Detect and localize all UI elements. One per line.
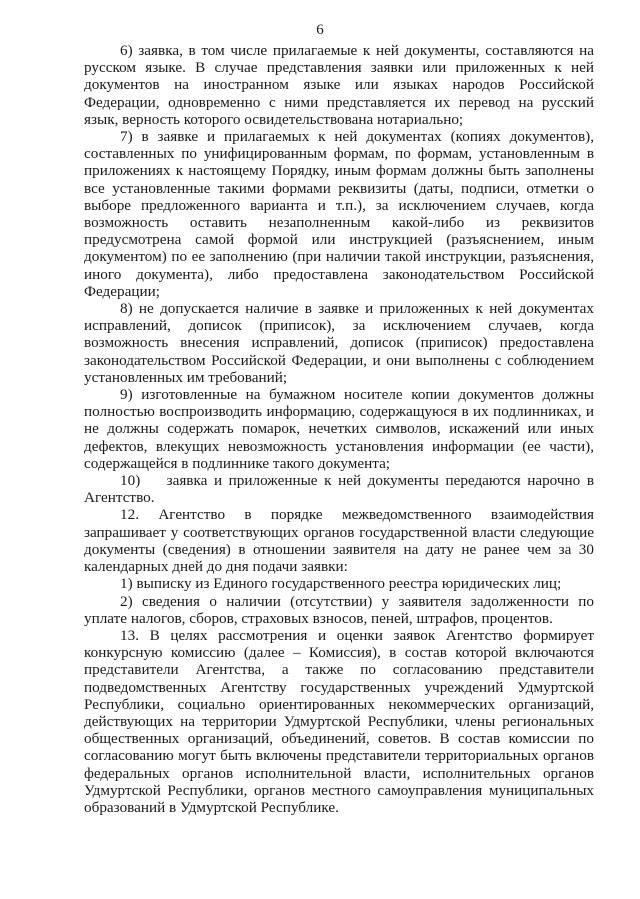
page-number: 6 [316,22,324,38]
paragraph-item-10: 10) заявка и приложенные к ней документы передаются нарочно в Агентство. [84,472,594,507]
document-body [84,42,594,816]
paragraph-item-7: 7) в заявке и прилагаемых к ней документах (копиях документов), составленных по унифицированным формам, по формам, установленным в приложениях к настоящему Порядку, иным формам должны быть заполнены все установленные такими формами реквизиты (даты, подписи, отметки о выборе предложенного варианта и т.п.), за исключением случаев, когда возможность оставить незаполненным какой-либо из реквизитов предусмотрена самой формой или инструкцией (разъяснением, иным документом) по ее заполнению (при наличии такой инструкции, разъяснения, иного документа), либо предоставлена законодательством Российской Федерации; [84,128,594,300]
paragraph-item-9: 9) изготовленные на бумажном носителе копии документов должны полностью воспроизводить информацию, содержащуюся в их подлинниках, и не должны содержать помарок, нечетких символов, искажений или иных дефектов, влекущих невозможность установления информации (ее части), содержащейся в подлиннике такого документа; [84,386,594,472]
paragraph-section-12-item-1: 1) выписку из Единого государственного реестра юридических лиц; [120,575,562,593]
paragraph-item-6: 6) заявка, в том числе прилагаемые к ней документы, составляются на русском языке. В случае представления заявки или приложенных к ней документов на иностранном языке или языках народов Российской Федерации, одновременно с ними представляется их перевод на русский язык, верность которого освидетельствована нотариально; [84,42,594,128]
paragraph-section-13: 13. В целях рассмотрения и оценки заявок Агентство формирует конкурсную комиссию (далее – Комиссия), в состав которой включаются представители Агентства, а также по согласованию представители подведомственных Агентству государственных учреждений Удмуртской Республики, социально ориентированных некоммерческих организаций, действующих на территории Удмуртской Республики, члены региональных общественных организаций, объединений, советов. В состав комиссии по согласованию могут быть включены представители территориальных органов федеральных органов исполнительной власти, исполнительных органов Удмуртской Республики, органов местного самоуправления муниципальных образований в Удмуртской Республике. [84,626,594,816]
paragraph-section-12: 12. Агентство в порядке межведомственного взаимодействия запрашивает у соответствующих органов государственной власти следующие документы (сведения) в отношении заявителя на дату не ранее чем за 30 календарных дней до дня подачи заявки: [84,506,594,576]
paragraph-item-8: 8) не допускается наличие в заявке и приложенных к ней документах исправлений, дописок (приписок), за исключением случаев, когда возможность внесения исправлений, дописок (приписок) предоставлена законодательством Российской Федерации, и они выполнены с соблюдением установленных им требований; [84,300,594,386]
paragraph-section-12-item-2: 2) сведения о наличии (отсутствии) у заявителя задолженности по уплате налогов, сборов, страховых взносов, пеней, штрафов, процентов. [84,592,594,627]
